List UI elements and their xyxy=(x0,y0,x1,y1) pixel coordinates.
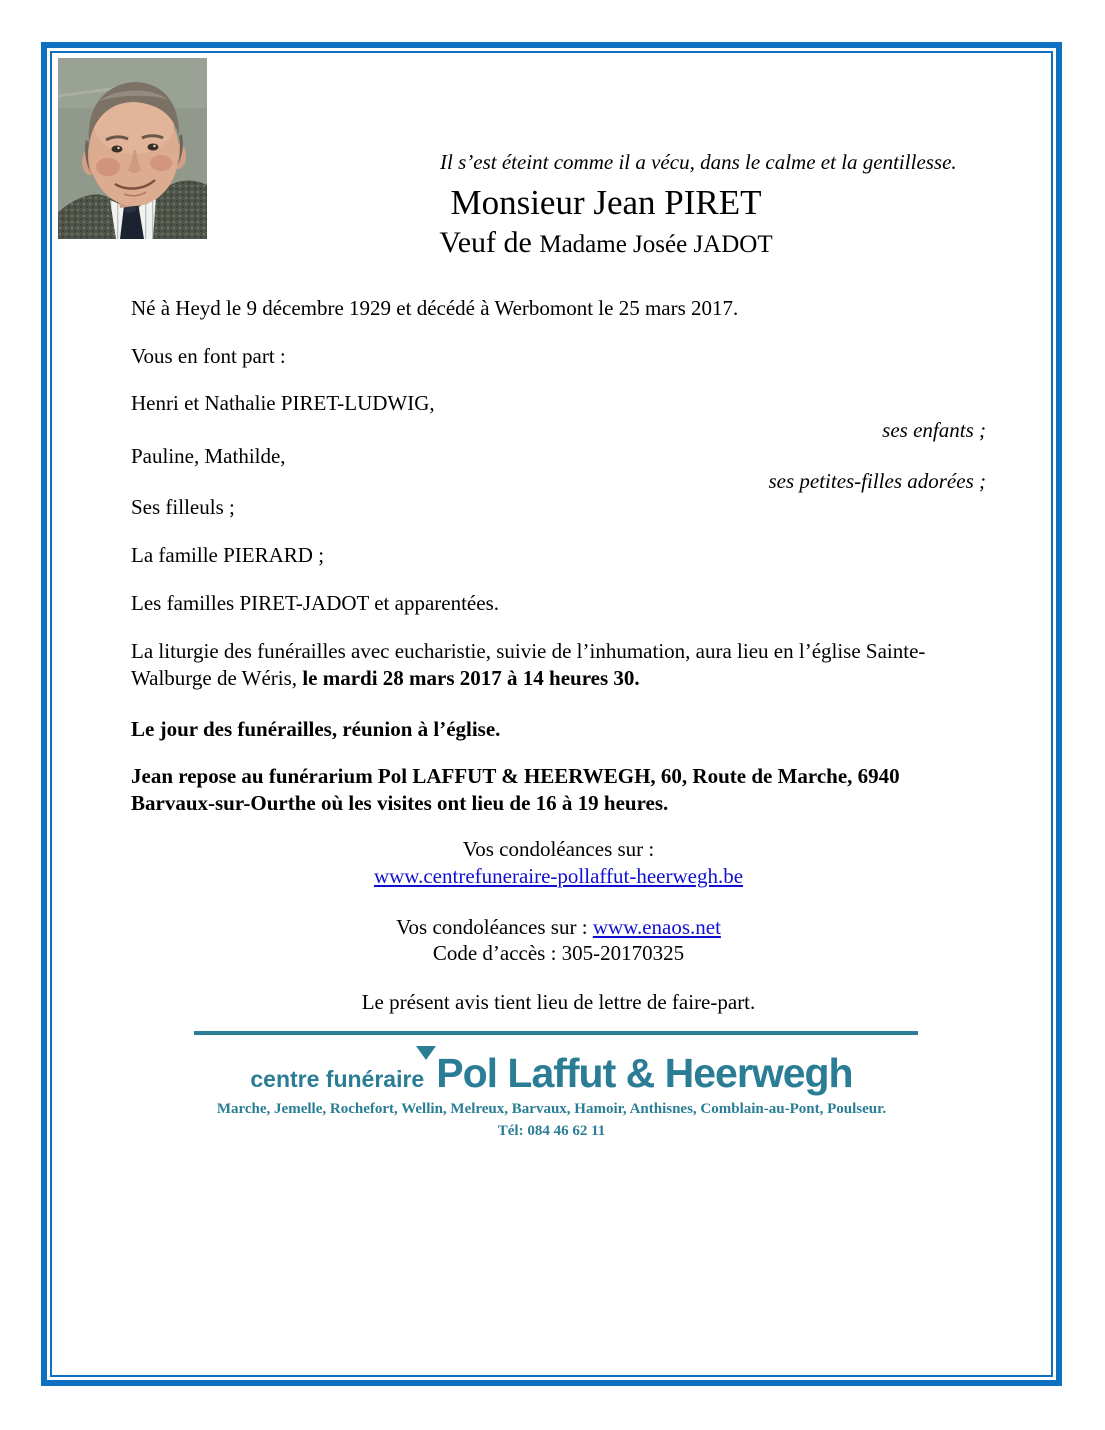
footer-cities-line: Marche, Jemelle, Rochefort, Wellin, Melreux, Barvaux, Hamoir, Anthisnes, Comblain-au-Pont, Poulseur. xyxy=(216,1101,887,1117)
funeral-home-logo xyxy=(41,1050,1062,1097)
grandchildren-line: Pauline, Mathilde, xyxy=(131,444,286,468)
grandchildren-label: ses petites-filles adorées ; xyxy=(768,469,986,493)
family-piret-jadot-line: Les familles PIRET-JADOT et apparentées. xyxy=(131,591,499,615)
condolences1-link-line xyxy=(131,863,986,890)
down-triangle-icon xyxy=(416,1046,436,1060)
condolences1-label: Vos condoléances sur : xyxy=(462,837,655,861)
repose-paragraph: Jean repose au funérarium Pol LAFFUT & HEERWEGH, 60, Route de Marche, 6940 Barvaux-sur-Ourthe où les visites ont lieu de 16 à 19 heures. xyxy=(131,764,900,815)
announce-line: Vous en font part : xyxy=(131,344,286,368)
footer-divider-rule xyxy=(194,1031,918,1035)
widower-subtitle xyxy=(207,225,1005,263)
condolences2-line xyxy=(131,914,986,941)
birth-death-line: Né à Heyd le 9 décembre 1929 et décédé à Werbomont le 25 mars 2017. xyxy=(131,296,739,320)
liturgy-datetime: le mardi 28 mars 2017 à 14 heures 30. xyxy=(302,666,640,690)
children-label: ses enfants ; xyxy=(882,418,986,442)
funeral-home-website-link[interactable]: www.centrefuneraire-pollaffut-heerwegh.be xyxy=(373,864,744,888)
portrait-photo-image xyxy=(58,58,207,239)
family-pierard-line: La famille PIERARD ; xyxy=(131,543,325,567)
children-line: Henri et Nathalie PIRET-LUDWIG, xyxy=(131,391,435,415)
enaos-website-link[interactable]: www.enaos.net xyxy=(592,915,721,939)
funeral-day-line: Le jour des funérailles, réunion à l’église. xyxy=(131,717,501,741)
access-code-line: Code d’accès : 305-20170325 xyxy=(432,941,685,965)
spouse-name: Madame Josée JADOT xyxy=(539,231,773,258)
portrait-photo xyxy=(58,58,207,239)
liturgy-text: La liturgie des funérailles avec eucharistie, suivie de l’inhumation, aura lieu en l’église Sainte-Walburge de Wéris, xyxy=(131,639,926,690)
brand-small-text: centre funéraire xyxy=(250,1066,425,1092)
liturgy-paragraph xyxy=(131,638,986,692)
title-block xyxy=(207,183,1005,263)
godchildren-line: Ses filleuls ; xyxy=(131,495,235,519)
widower-prefix: Veuf de xyxy=(439,226,540,259)
brand-large-text: Pol Laffut & Heerwegh xyxy=(436,1050,853,1096)
deceased-name: Monsieur Jean PIRET xyxy=(450,183,762,222)
footer-phone-line: Tél: 084 46 62 11 xyxy=(497,1123,606,1139)
epitaph-quote: Il s’est éteint comme il a vécu, dans le calme et la gentillesse. xyxy=(440,150,957,174)
notice-line: Le présent avis tient lieu de lettre de faire-part. xyxy=(361,990,756,1014)
condolences2-label: Vos condoléances sur : xyxy=(396,915,593,939)
